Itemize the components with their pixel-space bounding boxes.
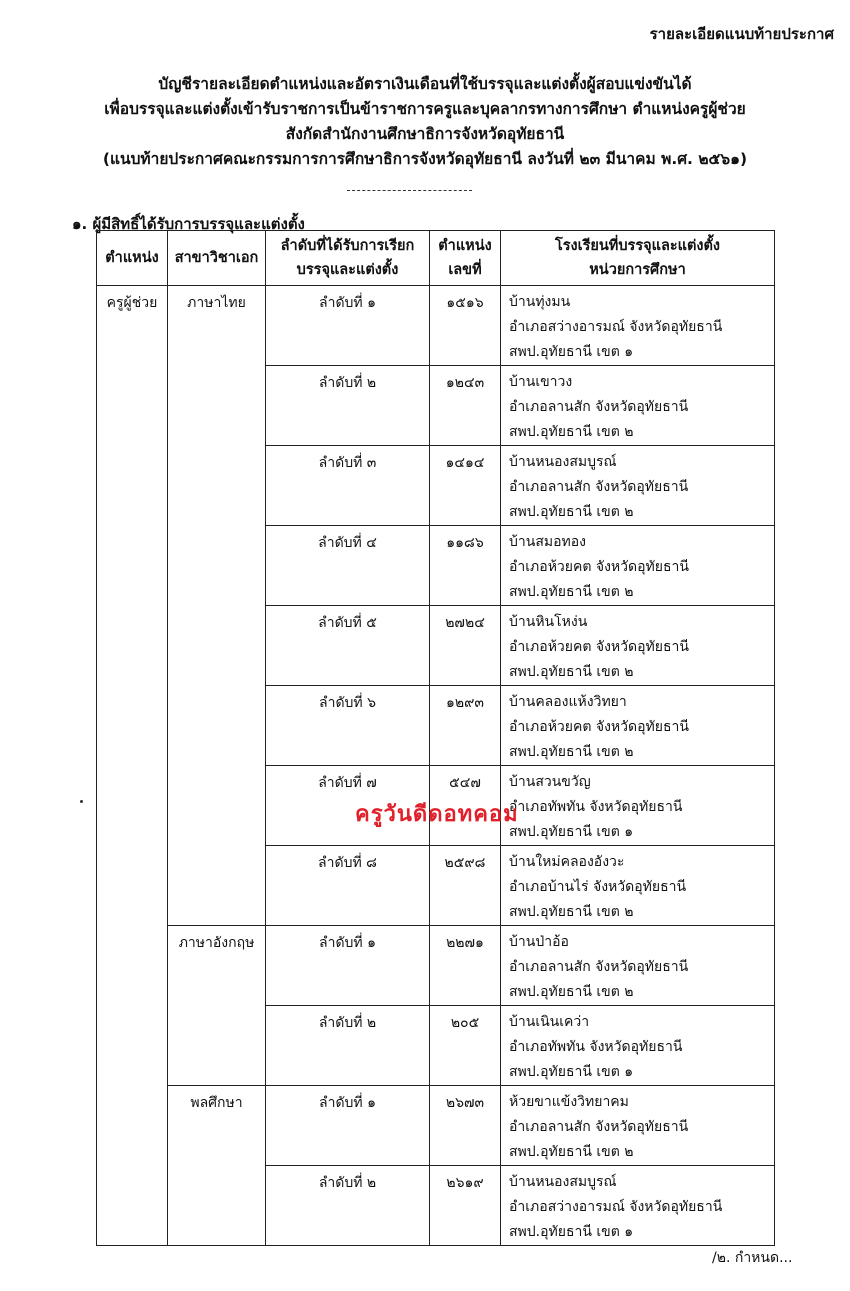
subject-cell: ภาษาไทย — [168, 286, 266, 926]
position-number-cell: ๑๒๙๓ — [430, 686, 501, 766]
school-district: อำเภอบ้านไร่ จังหวัดอุทัยธานี — [509, 879, 687, 895]
school-district: อำเภอลานสัก จังหวัดอุทัยธานี — [509, 959, 689, 975]
position-number-cell: ๒๒๗๑ — [430, 926, 501, 1006]
title-line-4: (แนบท้ายประกาศคณะกรรมการการศึกษาธิการจังหวัดอุทัยธานี ลงวันที่ ๒๓ มีนาคม พ.ศ. ๒๕๖๑) — [102, 150, 748, 168]
school-cell — [501, 1166, 775, 1246]
table-row — [97, 286, 775, 366]
school-area: สพป.อุทัยธานี เขต ๑ — [509, 344, 634, 360]
order-cell: ลำดับที่ ๒ — [266, 1166, 430, 1246]
school-district: อำเภอทัพทัน จังหวัดอุทัยธานี — [509, 1039, 683, 1055]
header-position-number: ตำแหน่ง เลขที่ — [430, 231, 501, 286]
section-heading: ๑. ผู้มีสิทธิ์ได้รับการบรรจุและแต่งตั้ง — [72, 215, 305, 233]
header-order: ลำดับที่ได้รับการเรียก บรรจุและแต่งตั้ง — [266, 231, 430, 286]
school-school: ห้วยขาแข้งวิทยาคม — [509, 1094, 629, 1110]
position-number-cell: ๑๒๔๓ — [430, 366, 501, 446]
school-cell — [501, 846, 775, 926]
order-cell: ลำดับที่ ๖ — [266, 686, 430, 766]
school-district: อำเภอลานสัก จังหวัดอุทัยธานี — [509, 1119, 689, 1135]
school-area: สพป.อุทัยธานี เขต ๒ — [509, 984, 634, 1000]
position-number-cell: ๒๕๙๘ — [430, 846, 501, 926]
continuation-note: /๒. กำหนด... — [712, 1250, 793, 1266]
stray-mark — [80, 800, 83, 803]
school-area: สพป.อุทัยธานี เขต ๒ — [509, 424, 634, 440]
title-line-1: บัญชีรายละเอียดตำแหน่งและอัตราเงินเดือนที่ใช้บรรจุและแต่งตั้งผู้สอบแข่งขันได้ — [158, 75, 692, 93]
subject-cell: พลศึกษา — [168, 1086, 266, 1246]
school-area: สพป.อุทัยธานี เขต ๒ — [509, 504, 634, 520]
school-district: อำเภอทัพทัน จังหวัดอุทัยธานี — [509, 799, 683, 815]
position-number-cell: ๒๖๗๓ — [430, 1086, 501, 1166]
school-area: สพป.อุทัยธานี เขต ๒ — [509, 584, 634, 600]
school-cell — [501, 1006, 775, 1086]
school-school: บ้านทุ่งมน — [509, 294, 571, 310]
order-cell: ลำดับที่ ๑ — [266, 286, 430, 366]
school-area: สพป.อุทัยธานี เขต ๑ — [509, 1064, 634, 1080]
school-school: บ้านหนองสมบูรณ์ — [509, 454, 617, 470]
school-area: สพป.อุทัยธานี เขต ๒ — [509, 664, 634, 680]
table-row — [97, 926, 775, 1006]
school-district: อำเภอสว่างอารมณ์ จังหวัดอุทัยธานี — [509, 1199, 723, 1215]
school-area: สพป.อุทัยธานี เขต ๒ — [509, 904, 634, 920]
school-cell — [501, 606, 775, 686]
school-cell — [501, 526, 775, 606]
order-cell: ลำดับที่ ๑ — [266, 926, 430, 1006]
title-line-3: สังกัดสำนักงานศึกษาธิการจังหวัดอุทัยธานี — [285, 125, 565, 143]
position-number-cell: ๑๕๑๖ — [430, 286, 501, 366]
order-cell: ลำดับที่ ๔ — [266, 526, 430, 606]
school-district: อำเภอลานสัก จังหวัดอุทัยธานี — [509, 399, 689, 415]
school-area: สพป.อุทัยธานี เขต ๒ — [509, 744, 634, 760]
order-cell: ลำดับที่ ๒ — [266, 1006, 430, 1086]
school-cell — [501, 286, 775, 366]
watermark: ครูวันดีดอทคอม — [355, 802, 519, 827]
header-school: โรงเรียนที่บรรจุและแต่งตั้ง หน่วยการศึกษา — [501, 231, 775, 286]
position-number-cell: ๒๖๑๙ — [430, 1166, 501, 1246]
school-district: อำเภอห้วยคต จังหวัดอุทัยธานี — [509, 639, 689, 655]
header-subject: สาขาวิชาเอก — [168, 231, 266, 286]
position-number-cell: ๑๔๑๔ — [430, 446, 501, 526]
position-number-cell: ๒๗๒๔ — [430, 606, 501, 686]
school-area: สพป.อุทัยธานี เขต ๒ — [509, 1144, 634, 1160]
school-district: อำเภอห้วยคต จังหวัดอุทัยธานี — [509, 719, 689, 735]
appointment-table — [96, 230, 775, 1246]
header-position: ตำแหน่ง — [97, 231, 168, 286]
position-number-cell: ๒๐๕ — [430, 1006, 501, 1086]
order-cell: ลำดับที่ ๒ — [266, 366, 430, 446]
school-school: บ้านสมอทอง — [509, 534, 586, 550]
table-header-row — [97, 231, 775, 286]
title-line-2: เพื่อบรรจุและแต่งตั้งเข้ารับราชการเป็นข้าราชการครูและบุคลากรทางการศึกษา ตำแหน่งครูผู้ช่วย — [104, 100, 746, 118]
table-row — [97, 1086, 775, 1166]
header-note: รายละเอียดแนบท้ายประกาศ — [649, 25, 834, 43]
school-district: อำเภอลานสัก จังหวัดอุทัยธานี — [509, 479, 689, 495]
dashed-divider — [347, 190, 472, 191]
school-cell — [501, 366, 775, 446]
subject-cell: ภาษาอังกฤษ — [168, 926, 266, 1086]
school-school: บ้านหนองสมบูรณ์ — [509, 1174, 617, 1190]
school-school: บ้านป่าอ้อ — [509, 934, 569, 950]
order-cell: ลำดับที่ ๗ — [266, 766, 430, 846]
school-school: บ้านใหม่คลองอังวะ — [509, 854, 625, 870]
school-school: บ้านเนินเคว่า — [509, 1014, 590, 1030]
order-cell: ลำดับที่ ๕ — [266, 606, 430, 686]
order-cell: ลำดับที่ ๑ — [266, 1086, 430, 1166]
position-number-cell: ๑๑๘๖ — [430, 526, 501, 606]
school-school: บ้านคลองแห้งวิทยา — [509, 694, 627, 710]
order-cell: ลำดับที่ ๘ — [266, 846, 430, 926]
school-school: บ้านหินโหง่น — [509, 614, 588, 630]
school-school: บ้านเขาวง — [509, 374, 573, 390]
school-cell — [501, 766, 775, 846]
position-cell: ครูผู้ช่วย — [97, 286, 168, 1246]
school-cell — [501, 446, 775, 526]
school-district: อำเภอสว่างอารมณ์ จังหวัดอุทัยธานี — [509, 319, 723, 335]
position-number-cell: ๕๔๗ — [430, 766, 501, 846]
school-area: สพป.อุทัยธานี เขต ๑ — [509, 824, 634, 840]
school-district: อำเภอห้วยคต จังหวัดอุทัยธานี — [509, 559, 689, 575]
school-cell — [501, 1086, 775, 1166]
school-cell — [501, 926, 775, 1006]
order-cell: ลำดับที่ ๓ — [266, 446, 430, 526]
school-school: บ้านสวนขวัญ — [509, 774, 591, 790]
school-area: สพป.อุทัยธานี เขต ๑ — [509, 1224, 634, 1240]
school-cell — [501, 686, 775, 766]
document-title — [0, 72, 850, 172]
